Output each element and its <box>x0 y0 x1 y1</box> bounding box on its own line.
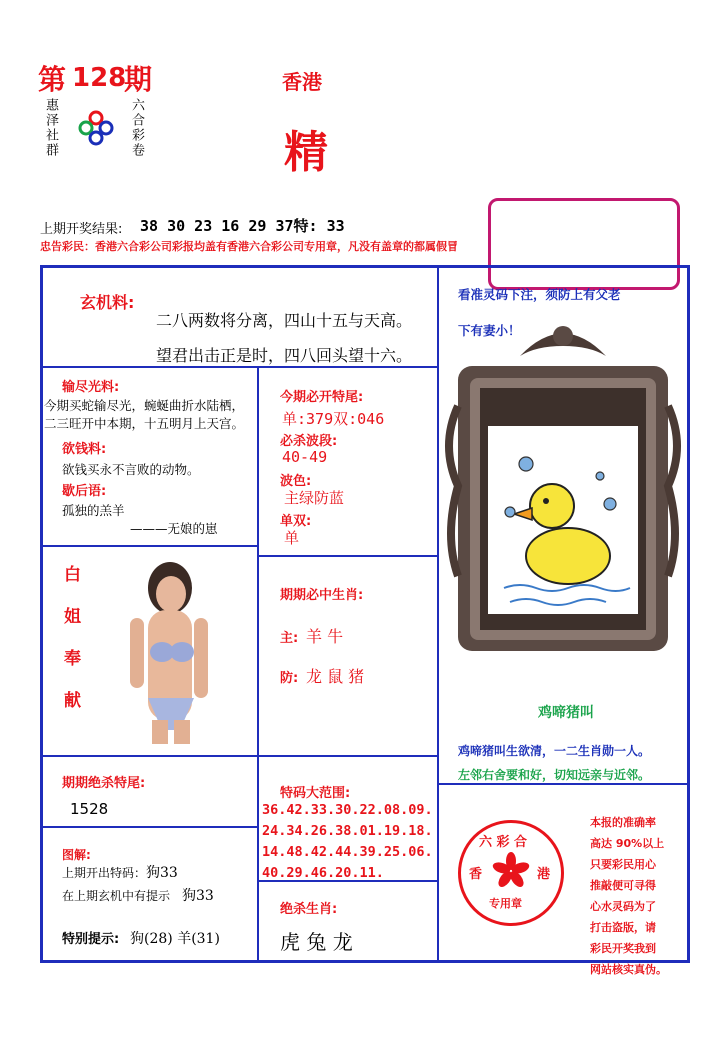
zodiac-main-value: 羊 牛 <box>306 627 344 646</box>
advice-line-1: 看准灵码下注，须防上有父老 <box>458 287 621 302</box>
kill-zodiac-value: 虎 兔 龙 <box>280 930 353 954</box>
wave-value: 40-49 <box>282 448 328 466</box>
wave-title: 必杀波段: <box>280 434 338 449</box>
explain-line-2-value: 狗33 <box>182 888 214 904</box>
last-draw-numbers: 38 30 23 16 29 37特: 33 <box>140 217 345 235</box>
zodiac-title: 期期必中生肖: <box>280 588 364 603</box>
frame-top <box>40 265 690 268</box>
explain-title: 图解: <box>62 848 91 862</box>
accuracy-line: 本报的准确率 <box>590 816 656 829</box>
explain-line-1-label: 上期开出特码： <box>62 866 147 880</box>
kill-tail-value: 1528 <box>70 800 109 818</box>
stamp-top-text: 六 彩 合 <box>479 835 528 850</box>
zodiac-main-label: 主: <box>280 631 299 646</box>
divider-tail <box>259 555 437 557</box>
mystery-line-2: 望君出击正是时，四八回头望十六。 <box>156 346 413 365</box>
accuracy-line: 彩民开奖我到 <box>590 942 656 955</box>
issue-suffix: 期 <box>124 63 153 96</box>
gift-char-4: 献 <box>64 691 81 711</box>
gift-char-2: 姐 <box>64 607 81 627</box>
saying-answer: ———无娘的崽 <box>130 521 218 536</box>
color-title: 波色: <box>280 474 312 489</box>
zodiac-guard-value: 龙 鼠 猪 <box>306 667 365 686</box>
accuracy-notice <box>590 812 667 980</box>
divider-mystery <box>43 366 437 368</box>
accuracy-line: 高达 90%以上 <box>590 837 665 850</box>
org-name-vertical: 惠泽社群 <box>43 98 58 158</box>
logo-rings <box>78 110 114 146</box>
verse-line-2: 左邻右舍要和好，切知远亲与近邻。 <box>458 768 651 782</box>
range-row-2: 24.34.26.38.01.19.18. <box>262 823 433 839</box>
poem-line-1: 今期买蛇输尽光，蜿蜒曲折水陆栖， <box>44 398 245 413</box>
mystery-line-1: 二八两数将分离，四山十五与天高。 <box>156 311 413 330</box>
accuracy-line: 推敲便可寻得 <box>590 879 656 892</box>
blank-ad-box <box>488 198 680 290</box>
accuracy-line: 打击盗版，请 <box>590 921 656 934</box>
explain-line-2-label: 在上期玄机中有提示 <box>62 889 171 903</box>
divider-poem <box>43 545 257 547</box>
divider-zodiac <box>43 755 437 757</box>
picture-caption: 鸡啼猪叫 <box>538 705 594 721</box>
range-row-4: 40.29.46.20.11. <box>262 865 384 881</box>
gift-char-3: 奉 <box>64 649 81 669</box>
divider-verse <box>439 783 687 785</box>
special-hint-label: 特别提示: <box>62 932 120 947</box>
big-title-char: 精 <box>284 127 328 178</box>
gift-char-1: 白 <box>64 565 81 585</box>
color-value: 主绿防蓝 <box>284 489 345 507</box>
stamp-left-text: 香 <box>469 867 483 882</box>
accuracy-line: 只要彩民用心 <box>590 858 656 871</box>
special-hint-value: 狗(28) 羊(31) <box>130 931 220 947</box>
range-row-3: 14.48.42.44.39.25.06. <box>262 844 433 860</box>
last-draw-label: 上期开奖结果: <box>40 222 123 237</box>
advice-line-2: 下有妻小！ <box>458 323 521 338</box>
odd-even-value: 单 <box>284 529 300 547</box>
desire-title: 欲钱料: <box>62 442 107 457</box>
zodiac-guard-label: 防: <box>280 671 299 686</box>
top-title: 香港 <box>282 70 322 94</box>
mystery-label: 玄机料: <box>80 293 135 312</box>
divider-mid-col <box>257 368 259 960</box>
special-tail-value: 单:379双:046 <box>282 410 385 428</box>
issue-number: 128 <box>72 63 127 93</box>
accuracy-line: 网站核实真伪。 <box>590 963 667 976</box>
desire-text: 欲钱买永不言败的动物。 <box>62 462 200 477</box>
frame-left <box>40 265 43 963</box>
divider-kill-tail <box>43 826 257 828</box>
warning-text: 忠告彩民：香港六合彩公司彩报均盖有香港六合彩公司专用章，凡没有盖章的都属假冒 <box>40 240 458 253</box>
kill-zodiac-title: 绝杀生肖: <box>280 902 338 917</box>
kill-tail-title: 期期绝杀特尾: <box>62 776 146 791</box>
special-tail-title: 今期必开特尾: <box>280 390 364 405</box>
range-row-1: 36.42.33.30.22.08.09. <box>262 802 433 818</box>
range-title: 特码大范围: <box>280 786 351 801</box>
divider-right-col <box>437 268 439 960</box>
poem-title: 输尽光料: <box>62 380 120 395</box>
verse-line-1: 鸡啼猪叫生欲清，一二生肖勋一人。 <box>458 744 651 758</box>
model-photo <box>118 558 218 744</box>
stamp-right-text: 港 <box>537 867 551 882</box>
accuracy-line: 心水灵码为了 <box>590 900 656 913</box>
explain-line-1-value: 狗33 <box>146 865 178 881</box>
odd-even-title: 单双: <box>280 514 312 529</box>
official-stamp <box>458 820 564 926</box>
bauhinia-flower-icon <box>491 851 531 891</box>
lottery-name-vertical: 六合彩卷 <box>129 98 144 158</box>
poem-line-2: 二三旺开中本期，十五明月上天宫。 <box>44 416 245 431</box>
stamp-bottom-text: 专用章 <box>489 897 522 910</box>
frame-right <box>687 265 690 963</box>
framed-duck-picture <box>440 316 686 656</box>
issue-prefix: 第 <box>38 63 67 96</box>
saying-title: 歇后语: <box>62 484 107 499</box>
saying-text: 孤独的羔羊 <box>62 503 125 518</box>
